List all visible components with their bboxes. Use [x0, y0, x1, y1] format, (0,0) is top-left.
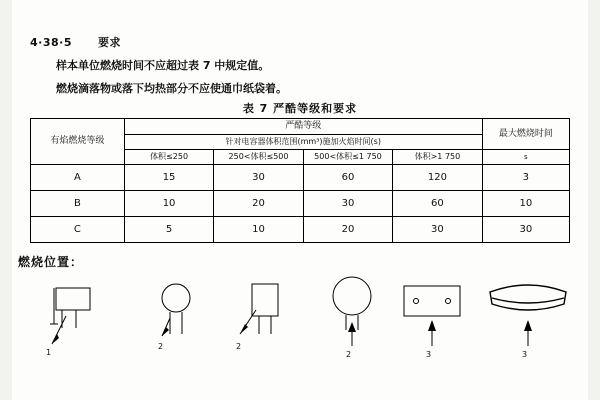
figure-caption: 2 [236, 342, 242, 351]
cell-value: 60 [393, 191, 482, 217]
table-row [31, 191, 570, 217]
table-row [31, 217, 570, 243]
figure-caption: 2 [158, 342, 164, 351]
table-header-row-1 [31, 119, 570, 135]
figure-rect-block-component [390, 272, 494, 372]
header-cell-group-title: 严酷等级 [124, 119, 482, 135]
cell-value: 120 [393, 165, 482, 191]
header-cell-level: 有焰燃烧等级 [31, 119, 125, 165]
cell-level: C [31, 217, 125, 243]
cell-value: 30 [214, 165, 303, 191]
cell-max: 3 [482, 165, 569, 191]
page-right-edge [588, 0, 600, 400]
cell-max: 30 [482, 217, 569, 243]
table-caption: 表 7 严酷等级和要求 [242, 102, 358, 115]
figure-caption: 3 [522, 350, 528, 359]
section-paragraph-1: 样本单位燃烧时间不应超过表 7 中规定值。 [56, 59, 270, 72]
page-left-edge [0, 0, 12, 400]
severity-table [30, 118, 570, 243]
section-title: 要求 [97, 36, 121, 49]
header-cell-group-subtitle: 针对电容器体积范围(mm³)施加火焰时间(s) [124, 135, 482, 150]
cell-value: 10 [214, 217, 303, 243]
figure-row [18, 272, 582, 372]
figure-oval-flat-component [480, 272, 584, 372]
positions-label: 燃烧位置： [18, 255, 84, 269]
cell-value: 60 [303, 165, 392, 191]
header-cell-volume-2: 250<体积≤500 [214, 150, 303, 165]
cell-value: 5 [124, 217, 213, 243]
header-cell-max-unit: s [482, 150, 569, 165]
cell-max: 10 [482, 191, 569, 217]
cell-level: B [31, 191, 125, 217]
section-number: 4·38·5 [30, 36, 72, 49]
header-cell-volume-4: 体积>1 750 [393, 150, 482, 165]
header-cell-volume-3: 500<体积≤1 750 [303, 150, 392, 165]
cell-value: 30 [393, 217, 482, 243]
table-row [31, 165, 570, 191]
section-heading [30, 34, 121, 50]
cell-level: A [31, 165, 125, 191]
figure-caption: 1 [46, 348, 52, 357]
cell-value: 15 [124, 165, 213, 191]
figure-rect-component-with-lead [32, 272, 136, 372]
figure-caption: 2 [346, 350, 352, 359]
cell-value: 10 [124, 191, 213, 217]
cell-value: 20 [214, 191, 303, 217]
header-cell-volume-1: 体积≤250 [124, 150, 213, 165]
severity-table-wrapper [30, 118, 570, 243]
cell-value: 20 [303, 217, 392, 243]
header-cell-max: 最大燃烧时间 [482, 119, 569, 150]
cell-value: 30 [303, 191, 392, 217]
figure-caption: 3 [426, 350, 432, 359]
section-paragraph-2: 燃烧滴落物或落下均热部分不应使通巾纸袋着。 [56, 82, 287, 95]
